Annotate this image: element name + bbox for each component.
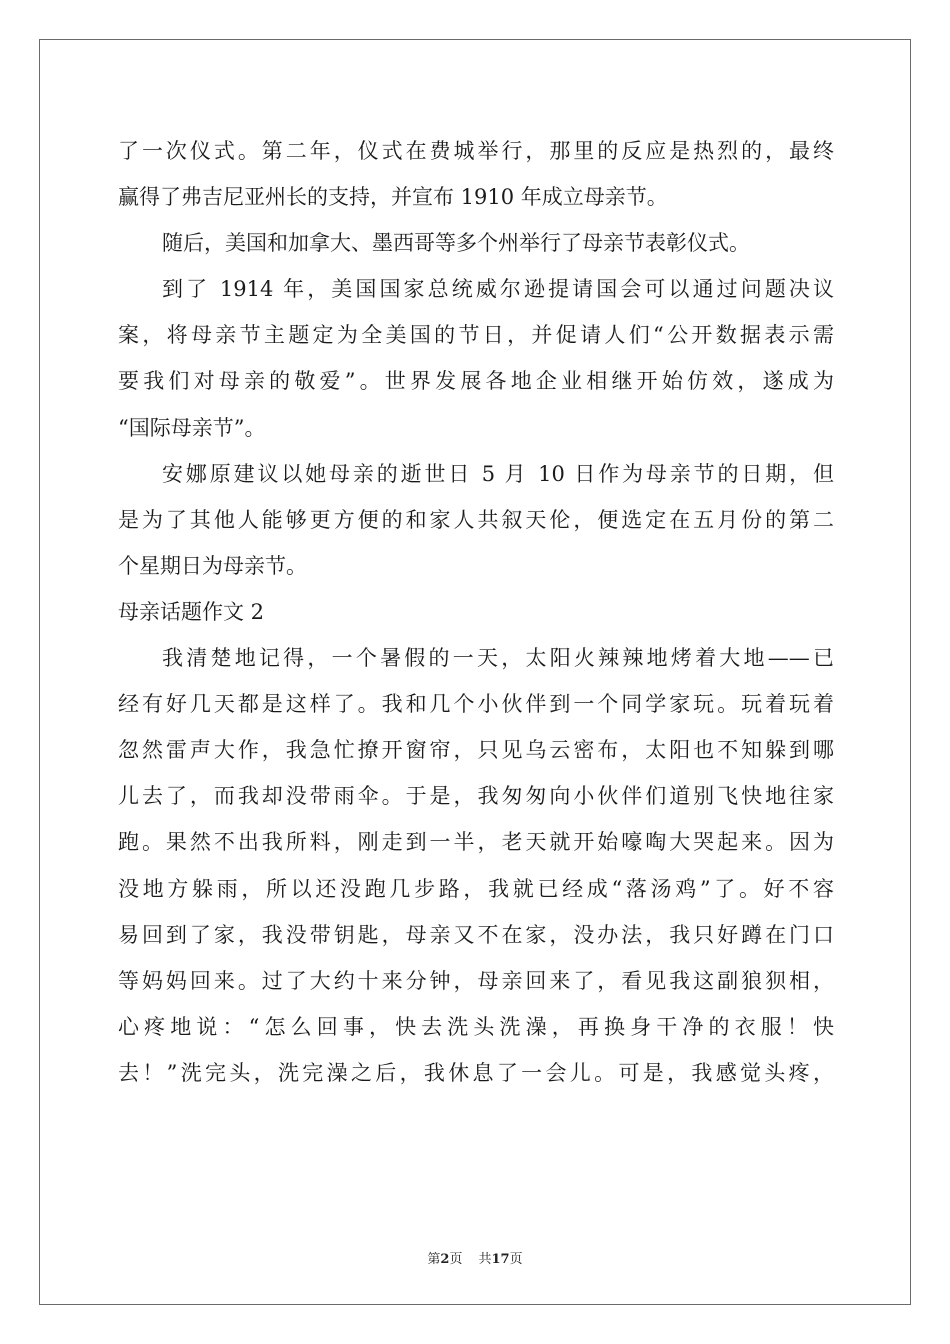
text-line: 经有好几天都是这样了。我和几个小伙伴到一个同学家玩。玩着玩着 [118, 692, 834, 717]
text-line: 是为了其他人能够更方便的和家人共叙天伦，便选定在五月份的第二 [118, 507, 834, 532]
text-line: 到了 1914 年，美国国家总统威尔逊提请国会可以通过问题决议 [162, 277, 834, 302]
text-line: 安娜原建议以她母亲的逝世日 5 月 10 日作为母亲节的日期，但 [162, 461, 834, 486]
text-line: 儿去了，而我却没带雨伞。于是，我匆匆向小伙伴们道别飞快地往家 [118, 784, 834, 809]
text-line: 随后，美国和加拿大、墨西哥等多个州举行了母亲节表彰仪式。 [162, 231, 750, 256]
page-prefix: 第 [427, 1252, 441, 1267]
total-page-count: 17 [491, 1252, 510, 1267]
text-line: 我清楚地记得，一个暑假的一天，太阳火辣辣地烤着大地——已 [162, 646, 834, 671]
document-body [118, 128, 834, 1096]
total-prefix: 共 [478, 1252, 492, 1267]
text-line: “国际母亲节”。 [118, 415, 266, 440]
page-suffix: 页 [449, 1252, 463, 1267]
section-heading: 母亲话题作文 2 [118, 599, 265, 624]
text-line: 跑。果然不出我所料，刚走到一半，老天就开始嚎啕大哭起来。因为 [118, 830, 834, 855]
text-line: 案，将母亲节主题定为全美国的节日，并促请人们“公开数据表示需 [118, 323, 834, 348]
text-line: 没地方躲雨，所以还没跑几步路，我就已经成“落汤鸡”了。好不容 [118, 876, 834, 901]
text-line: 忽然雷声大作，我急忙撩开窗帘，只见乌云密布，太阳也不知躲到哪 [118, 738, 834, 763]
text-line: 个星期日为母亲节。 [118, 553, 307, 578]
current-page-number: 2 [440, 1252, 450, 1267]
text-line: 心疼地说：“怎么回事，快去洗头洗澡，再换身干净的衣服！快 [118, 1014, 834, 1039]
text-line: 去！”洗完头，洗完澡之后，我休息了一会儿。可是，我感觉头疼， [118, 1060, 834, 1085]
text-line: 了一次仪式。第二年，仪式在费城举行，那里的反应是热烈的，最终 [118, 139, 834, 163]
text-line: 赢得了弗吉尼亚州长的支持，并宣布 1910 年成立母亲节。 [118, 185, 668, 210]
text-line: 等妈妈回来。过了大约十来分钟，母亲回来了，看见我这副狼狈相， [118, 968, 834, 993]
total-suffix: 页 [509, 1252, 523, 1267]
text-line: 易回到了家，我没带钥匙，母亲又不在家，没办法，我只好蹲在门口 [118, 922, 834, 947]
page-number-footer [0, 1248, 950, 1267]
text-line: 要我们对母亲的敬爱”。世界发展各地企业相继开始仿效，遂成为 [118, 369, 834, 394]
